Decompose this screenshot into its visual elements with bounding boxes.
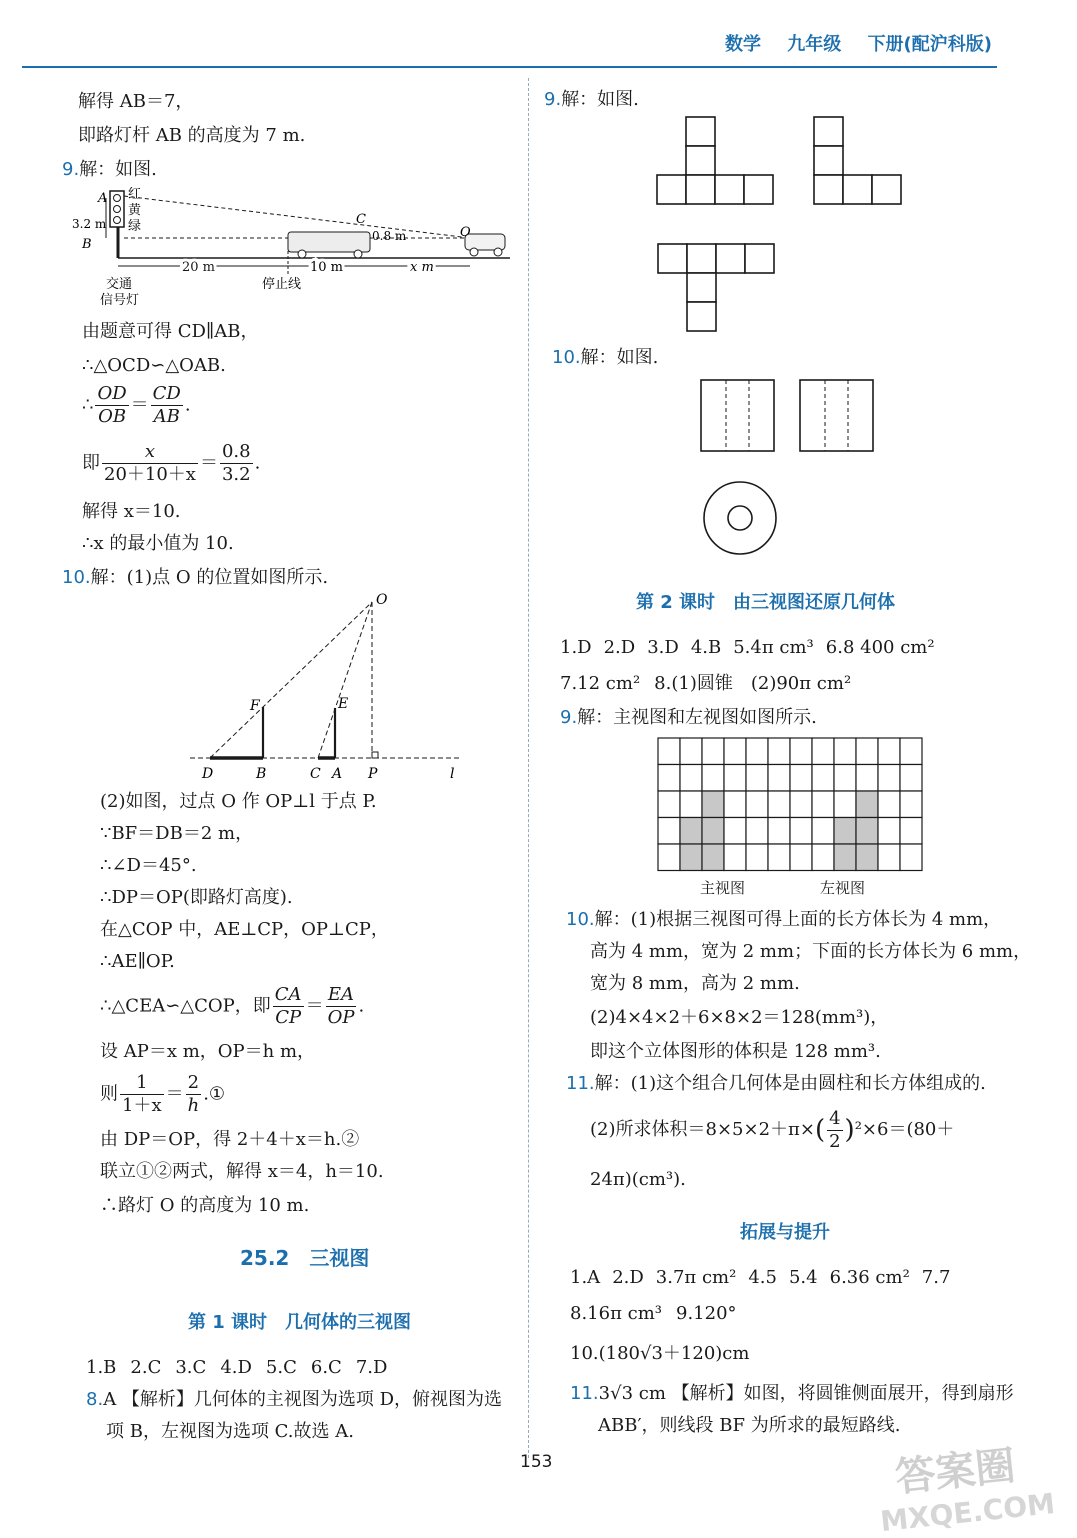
q11-text: 解：(1)这个组合几何体是由圆柱和长方体组成的. <box>594 1073 986 1094</box>
traffic-figure <box>70 186 520 311</box>
left-view-grid-cell <box>834 791 856 818</box>
left-t1: (2)如图，过点 O 作 OP⊥l 于点 P. <box>100 791 377 812</box>
front-view-grid-cell <box>724 765 746 792</box>
top-view-inner-circle <box>728 506 752 530</box>
front-view-grid-cell <box>702 765 724 792</box>
left-view-grid-cell <box>790 791 812 818</box>
answers-row-right-2 <box>560 672 851 696</box>
page-number: 153 <box>520 1452 553 1472</box>
left-view-grid-cell <box>878 765 900 792</box>
frac-den: AB <box>153 406 180 427</box>
label-C: C <box>310 766 321 782</box>
car-wheel-2 <box>494 248 502 256</box>
label-10m: 10 m <box>310 260 344 275</box>
cylinder-views-figure <box>696 378 886 558</box>
net3-cell <box>658 244 687 273</box>
net3-cell <box>687 302 716 331</box>
q10b-text: 解：(1)根据三视图可得上面的长方体长为 4 mm， <box>594 909 1002 930</box>
answer-r2: 2.D <box>603 637 636 658</box>
fraction-08-32 <box>220 441 253 486</box>
q10b-4: (2)4×4×2＋6×8×2＝128(mm³)， <box>590 1007 889 1028</box>
net2-cell <box>814 175 843 204</box>
front-view-grid-cell <box>724 738 746 765</box>
left-view-grid-cell <box>812 791 834 818</box>
frac-num: 4 <box>829 1107 841 1129</box>
answer-2: 2.C <box>130 1357 162 1378</box>
q11-2 <box>590 1106 954 1154</box>
front-view-grid-cell <box>746 765 768 792</box>
answer-1: 1.B <box>86 1357 117 1378</box>
watermark-url: MXQE.COM <box>878 1486 1057 1538</box>
front-view-grid-cell <box>702 818 724 845</box>
left-view-grid-cell <box>856 818 878 845</box>
paren-open: ( <box>814 1115 826 1145</box>
ext-answer-2: 2.D <box>612 1267 644 1288</box>
label-signal-2: 信号灯 <box>100 293 140 308</box>
page-header <box>725 30 992 56</box>
answer-r1: 1.D <box>560 637 592 658</box>
label-F: F <box>250 698 260 714</box>
left-view-grid-cell <box>812 844 834 871</box>
net3-cell <box>687 273 716 302</box>
left-view-grid-cell <box>834 844 856 871</box>
label-3-2m: 3.2 m <box>72 217 107 231</box>
right-angle-P <box>372 752 378 758</box>
q10-left <box>62 566 328 590</box>
ext-answer-1: 1.A <box>570 1267 601 1288</box>
front-view-grid-cell <box>724 844 746 871</box>
left-view-grid-cell <box>900 791 922 818</box>
line-OC <box>318 602 372 758</box>
header-grade: 九年级 <box>787 34 842 55</box>
front-view-grid-cell <box>680 791 702 818</box>
label-20m: 20 m <box>182 260 216 275</box>
q11-3: 24π)(cm³). <box>590 1169 686 1190</box>
frac-den: h <box>187 1095 200 1116</box>
net1-cell <box>715 175 744 204</box>
left-view-grid-cell <box>834 738 856 765</box>
left-t9 <box>100 1072 225 1117</box>
frac-den: 3.2 <box>221 464 251 485</box>
label-A: A <box>332 766 343 782</box>
answer-r5: 5.4π cm³ <box>733 637 814 658</box>
left-t3: ∴∠D＝45°. <box>100 855 197 876</box>
q8-text: A 【解析】几何体的主视图为选项 D，俯视图为选 <box>103 1389 503 1410</box>
answer-7: 7.D <box>355 1357 388 1378</box>
q10-left-number: 10. <box>62 567 91 588</box>
q10b-5: 即这个立体图形的体积是 128 mm³. <box>590 1041 881 1062</box>
label-O: O <box>460 225 471 240</box>
left-t5: 在△COP 中，AE⊥CP，OP⊥CP， <box>100 919 389 940</box>
fraction-1 <box>120 1072 164 1117</box>
car-wheel-1 <box>470 248 478 256</box>
frac-num: 2 <box>186 1072 202 1095</box>
left-view-grid-cell <box>790 765 812 792</box>
frac-den: CP <box>275 1007 302 1028</box>
left-t8: 设 AP＝x m，OP＝h m， <box>100 1041 316 1062</box>
label-l: l <box>450 766 455 782</box>
fraction-4-2 <box>827 1108 842 1153</box>
left-t4: ∴DP＝OP(即路灯高度). <box>100 887 293 908</box>
net2-cell <box>814 117 843 146</box>
frac-den: 2 <box>829 1130 841 1152</box>
answers-row-left <box>86 1356 387 1380</box>
lesson-2-title: 第 2 课时 由三视图还原几何体 <box>636 592 896 613</box>
traffic-light-box <box>110 191 124 227</box>
front-view-grid-cell <box>768 818 790 845</box>
net1-cell <box>686 146 715 175</box>
front-view-label: 主视图 <box>700 879 746 897</box>
front-view-grid-cell <box>658 818 680 845</box>
q10b-1 <box>566 908 1001 932</box>
frac-num: 1 <box>120 1072 164 1095</box>
side-view-rect <box>800 380 873 451</box>
q9-right <box>544 88 639 112</box>
left-s3 <box>82 383 191 428</box>
left-view-grid-cell <box>856 765 878 792</box>
left-s4 <box>82 441 260 486</box>
ext-answer-6: 6.36 cm² <box>829 1267 910 1288</box>
grid-views-figure <box>656 736 926 896</box>
fraction-x <box>102 441 198 486</box>
label-O: O <box>376 592 388 608</box>
answer-5: 5.C <box>265 1357 297 1378</box>
frac-num: EA <box>326 984 357 1007</box>
frac-num: x <box>102 441 198 464</box>
paren-close: ) <box>844 1115 855 1145</box>
s4-eq: ＝ <box>199 452 218 474</box>
left-s6: ∴x 的最小值为 10. <box>82 533 234 554</box>
label-red: 红 <box>128 187 142 202</box>
left-view-grid-cell <box>900 765 922 792</box>
answer-4: 4.D <box>220 1357 252 1378</box>
frac-num: 0.8 <box>221 441 251 462</box>
frac-num: CA <box>274 984 302 1005</box>
left-view-grid-cell <box>812 738 834 765</box>
q9-right-text: 解：如图. <box>561 89 639 110</box>
front-view-grid-cell <box>702 738 724 765</box>
ext-answer-4: 4.5 <box>748 1267 777 1288</box>
front-view-grid-cell <box>702 844 724 871</box>
label-yellow: 黄 <box>128 203 142 218</box>
left-t7 <box>100 984 364 1029</box>
s3-pre: ∴ <box>82 394 94 416</box>
left-view-grid-cell <box>834 765 856 792</box>
label-signal-1: 交通 <box>106 277 133 292</box>
left-t12: ∴路灯 O 的高度为 10 m. <box>100 1195 310 1216</box>
ext-answer-7: 7.7 <box>921 1267 951 1288</box>
frac-den: OB <box>98 406 127 427</box>
left-view-grid-cell <box>790 844 812 871</box>
front-view-grid-cell <box>658 738 680 765</box>
answer-6: 6.C <box>310 1357 342 1378</box>
car-icon <box>465 234 505 250</box>
s3-end: . <box>184 394 191 416</box>
label-stop-line: 停止线 <box>262 277 302 292</box>
answer-r8: 8.(1)圆锥 (2)90π cm² <box>654 673 852 694</box>
front-view-grid-cell <box>746 791 768 818</box>
left-line-1: 解得 AB＝7， <box>78 91 194 112</box>
ext-row-1 <box>570 1266 950 1290</box>
frac-den: 20＋10＋x <box>104 464 196 485</box>
left-t10: 由 DP＝OP，得 2＋4＋x＝h.② <box>100 1129 360 1150</box>
front-view-grid-cell <box>724 791 746 818</box>
front-view-grid-cell <box>658 844 680 871</box>
label-P: P <box>368 766 378 782</box>
label-green: 绿 <box>128 219 142 234</box>
q9-right-number: 9. <box>544 89 562 110</box>
left-view-grid-cell <box>856 791 878 818</box>
left-view-grid-cell <box>878 738 900 765</box>
q11-number: 11. <box>566 1073 595 1094</box>
watermark-logo: 答案圈 <box>893 1442 1018 1502</box>
front-view-grid-cell <box>746 844 768 871</box>
t7-end: . <box>358 995 365 1017</box>
net2-cell <box>843 175 872 204</box>
q9-left-number: 9. <box>62 159 80 180</box>
header-rule <box>22 66 997 68</box>
answer-r3: 3.D <box>647 637 679 658</box>
front-view-rect <box>701 380 774 451</box>
bus-wheel-1 <box>298 250 306 258</box>
header-subject: 数学 <box>725 34 761 55</box>
ext-q11 <box>570 1382 1014 1406</box>
front-view-grid-cell <box>768 791 790 818</box>
t9-pre: 则 <box>100 1083 118 1105</box>
ext-q10: 10.(180√3＋120)cm <box>570 1343 750 1364</box>
net1-cell <box>744 175 773 204</box>
net3-cell <box>745 244 774 273</box>
ext-answer-8: 8.16π cm³ <box>570 1303 662 1324</box>
left-view-grid-cell <box>900 844 922 871</box>
t9-eq: ＝ <box>165 1083 184 1105</box>
q10-right-number: 10. <box>552 347 581 368</box>
left-view-grid-cell <box>878 791 900 818</box>
ext-answer-9: 9.120° <box>676 1303 737 1324</box>
cube-nets-figure <box>650 115 910 335</box>
q10-right-text: 解：如图. <box>580 347 659 368</box>
front-view-grid-cell <box>768 844 790 871</box>
ext-answer-3: 3.7π cm² <box>655 1267 737 1288</box>
front-view-grid-cell <box>658 791 680 818</box>
left-view-grid-cell <box>790 738 812 765</box>
front-view-grid-cell <box>680 738 702 765</box>
q9b <box>560 706 817 730</box>
q10b-number: 10. <box>566 909 595 930</box>
q9b-number: 9. <box>560 707 578 728</box>
q9-left-text: 解：如图. <box>79 159 157 180</box>
q8-left <box>86 1388 502 1412</box>
fraction-2-h <box>186 1072 202 1117</box>
front-view-grid-cell <box>768 765 790 792</box>
front-view-grid-cell <box>746 818 768 845</box>
label-B: B <box>82 237 92 252</box>
front-view-grid-cell <box>680 765 702 792</box>
net1-cell <box>686 175 715 204</box>
q10-right <box>552 346 658 370</box>
label-D: D <box>202 766 214 782</box>
left-view-grid-cell <box>812 818 834 845</box>
label-A: A <box>98 191 108 206</box>
answer-r7: 7.12 cm² <box>560 673 641 694</box>
q10b-2: 高为 4 mm，宽为 2 mm；下面的长方体长为 6 mm， <box>590 941 1032 962</box>
ext-q11-number: 11. <box>570 1383 599 1404</box>
front-view-grid-cell <box>680 818 702 845</box>
fraction-ea-op <box>326 984 357 1029</box>
ext-answer-5: 5.4 <box>788 1267 818 1288</box>
s4-pre: 即 <box>82 452 100 474</box>
frac-num: OD <box>97 383 127 404</box>
q9-left <box>62 158 157 182</box>
fraction-cd-ab <box>151 383 183 428</box>
t7-eq: ＝ <box>305 995 324 1017</box>
q9b-text: 解：主视图和左视图如图所示. <box>577 707 817 728</box>
q10b-3: 宽为 8 mm，高为 2 mm. <box>590 973 800 994</box>
front-view-grid-cell <box>746 738 768 765</box>
left-view-grid-cell <box>812 765 834 792</box>
label-C: C <box>356 212 366 227</box>
front-view-grid-cell <box>680 844 702 871</box>
net3-cell <box>716 244 745 273</box>
s3-eq: ＝ <box>130 394 149 416</box>
fraction-od-ob <box>95 383 128 428</box>
q8-left-2: 项 B，左视图为选项 C.故选 A. <box>106 1421 354 1442</box>
left-view-grid-cell <box>790 818 812 845</box>
fraction-ca-cp <box>273 984 304 1029</box>
frac-den: OP <box>327 1007 355 1028</box>
t9-end: .① <box>203 1083 226 1105</box>
frac-num: CD <box>152 383 181 404</box>
answer-r4: 4.B <box>690 637 722 658</box>
front-view-grid-cell <box>724 818 746 845</box>
label-xm: x m <box>410 260 434 275</box>
left-s5: 解得 x＝10. <box>82 501 181 522</box>
front-view-grid-cell <box>658 765 680 792</box>
answer-r6: 6.8 400 cm² <box>825 637 935 658</box>
net1-cell <box>657 175 686 204</box>
header-volume: 下册(配沪科版) <box>867 34 993 55</box>
left-view-grid-cell <box>878 844 900 871</box>
left-view-grid-cell <box>856 738 878 765</box>
column-divider <box>528 78 529 1458</box>
ext-row-2 <box>570 1302 737 1326</box>
net2-cell <box>814 146 843 175</box>
answer-3: 3.C <box>175 1357 207 1378</box>
left-t6: ∴AE∥OP. <box>100 951 175 972</box>
q11-2-post: ²×6＝(80＋ <box>854 1119 955 1140</box>
bus-icon <box>288 232 370 252</box>
frac-den: 1＋x <box>122 1095 162 1116</box>
line-OD <box>210 602 372 758</box>
answers-row-right-1 <box>560 636 935 660</box>
lamp-geometry-figure <box>190 590 470 785</box>
front-view-grid-cell <box>702 791 724 818</box>
q10-left-text: 解：(1)点 O 的位置如图所示. <box>90 567 329 588</box>
ext-q11-2: ABB′，则线段 BF 为所求的最短路线. <box>598 1415 901 1436</box>
left-t11: 联立①②两式，解得 x＝4，h＝10. <box>100 1161 384 1182</box>
label-E: E <box>338 696 349 712</box>
left-line-2: 即路灯杆 AB 的高度为 7 m. <box>78 125 306 146</box>
ext-q11-text: 3√3 cm 【解析】如图，将圆锥侧面展开，得到扇形 <box>598 1383 1014 1404</box>
q11-1 <box>566 1072 986 1096</box>
left-t2: ∵BF＝DB＝2 m， <box>100 823 254 844</box>
q11-2-pre: (2)所求体积＝8×5×2＋π× <box>590 1119 815 1140</box>
label-B: B <box>256 766 267 782</box>
left-view-grid-cell <box>878 818 900 845</box>
net3-cell <box>687 244 716 273</box>
left-s2: ∴△OCD∽△OAB. <box>82 355 226 376</box>
left-view-grid-cell <box>856 844 878 871</box>
bus-wheel-2 <box>354 250 362 258</box>
front-view-grid-cell <box>768 738 790 765</box>
left-view-grid-cell <box>834 818 856 845</box>
net2-cell <box>872 175 901 204</box>
left-view-label: 左视图 <box>820 879 866 897</box>
lesson-1-title: 第 1 课时 几何体的三视图 <box>188 1312 412 1333</box>
extension-title: 拓展与提升 <box>740 1222 830 1243</box>
left-s1: 由题意可得 CD∥AB， <box>82 321 259 342</box>
label-0-8m: 0.8 m <box>372 229 407 243</box>
q8-number: 8. <box>86 1389 104 1410</box>
s4-end: . <box>254 452 261 474</box>
net1-cell <box>686 117 715 146</box>
left-view-grid-cell <box>900 738 922 765</box>
t7-pre: ∴△CEA∽△COP，即 <box>100 995 271 1017</box>
left-view-grid-cell <box>900 818 922 845</box>
section-title: 25.2 三视图 <box>240 1246 370 1270</box>
